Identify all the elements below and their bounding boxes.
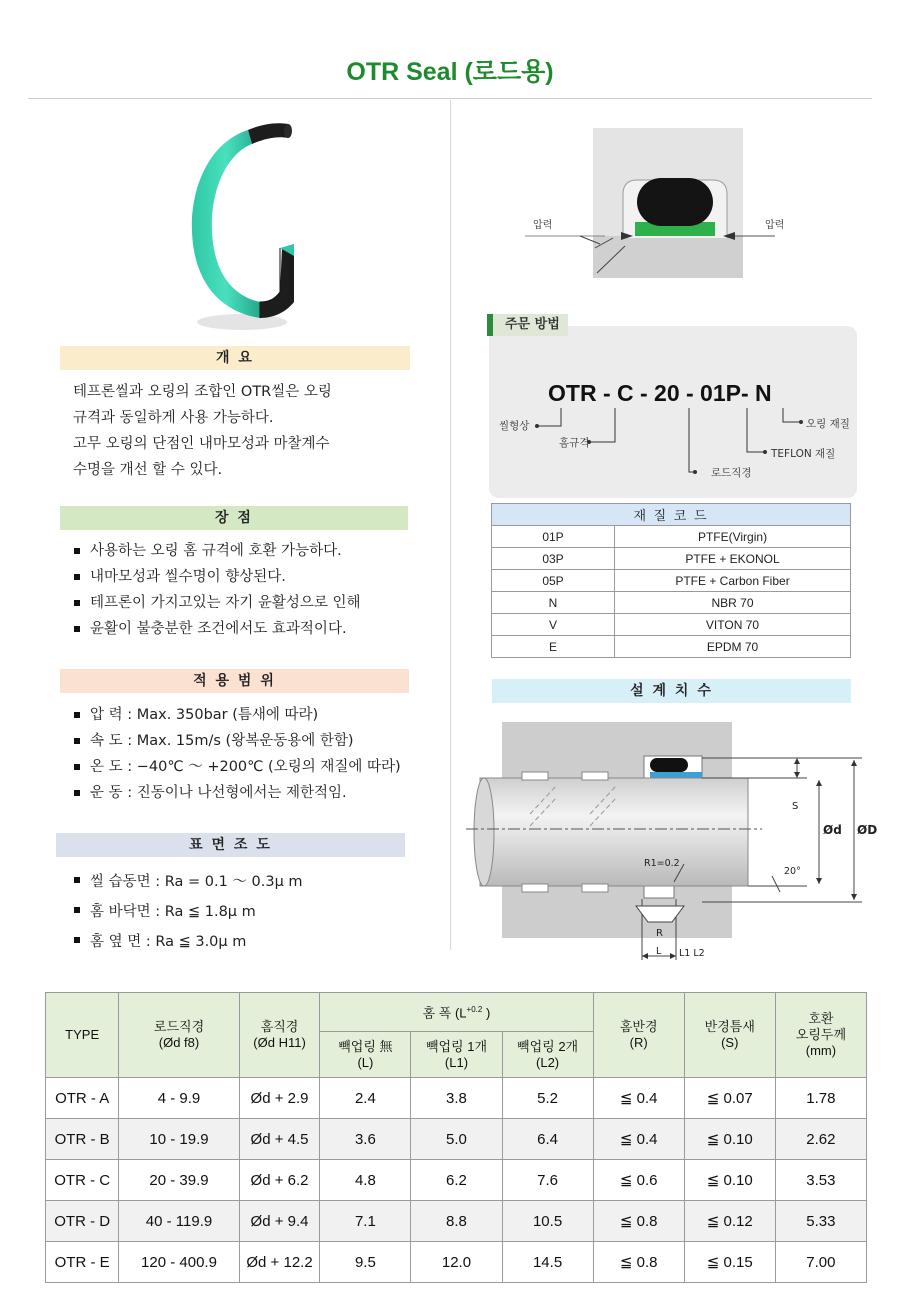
pressure-diagram: [525, 128, 815, 288]
table-row: V VITON 70: [492, 614, 851, 636]
application-heading: 적 용 범 위: [60, 669, 409, 693]
overview-line: 규격과 동일하게 사용 가능하다.: [73, 410, 274, 426]
overview-heading: 개 요: [60, 346, 410, 370]
title-divider: [28, 98, 872, 99]
order-leader-lines: [489, 326, 857, 498]
dim-label-r1: R1=0.2: [644, 858, 680, 869]
list-item: 씰 습동면 : Ra = 0.1 ～ 0.3μ m: [68, 867, 418, 897]
surface-heading: 표 면 조 도: [56, 833, 405, 857]
list-item: 운 동 : 진동이나 나선형에서는 제한적임.: [68, 780, 438, 806]
col-gap: 반경틈새 (S): [684, 993, 775, 1078]
column-divider: [450, 100, 451, 950]
list-item: 속 도 : Max. 15m/s (왕복운동용에 한함): [68, 728, 438, 754]
pressure-label-right: 압력: [765, 220, 785, 231]
table-row: OTR - A 4 - 9.9 Ød + 2.9 2.4 3.8 5.2 ≦ 0.4 ≦ 0.07 1.78: [46, 1078, 867, 1119]
col-rod: 로드직경 (Ød f8): [119, 993, 239, 1078]
table-row: 05P PTFE + Carbon Fiber: [492, 570, 851, 592]
design-diagram: [462, 714, 882, 972]
design-heading: 설 계 치 수: [492, 679, 851, 703]
list-item: 사용하는 오링 홈 규격에 호환 가능하다.: [68, 538, 418, 564]
list-item-continued: 윤활이 불충분한 조건에서도 효과적이다.: [90, 621, 347, 637]
table-row: E EPDM 70: [492, 636, 851, 658]
col-groove: 홈직경 (Ød H11): [239, 993, 320, 1078]
overview-line: 테프론씰과 오링의 조합인 OTR씰은 오링: [73, 384, 332, 400]
advantages-heading: 장 점: [60, 506, 408, 530]
list-item: 내마모성과 씰수명이 향상된다.: [68, 564, 418, 590]
table-row: OTR - C 20 - 39.9 Ød + 6.2 4.8 6.2 7.6 ≦ 0.6 ≦ 0.10 3.53: [46, 1160, 867, 1201]
list-item: 홈 옆 면 : Ra ≦ 3.0μ m: [68, 927, 418, 957]
col-type: TYPE: [46, 993, 119, 1078]
order-tag: 주문 방법: [487, 314, 568, 336]
order-code: OTR - C - 20 - 01P- N: [548, 380, 772, 406]
dim-label-s: S: [792, 801, 799, 812]
seal-ring-image: [170, 112, 310, 337]
order-label-groove: 홈규격: [559, 437, 590, 449]
table-row: OTR - E 120 - 400.9 Ød + 12.2 9.5 12.0 14.5 ≦ 0.8 ≦ 0.15 7.00: [46, 1242, 867, 1283]
application-list: [68, 702, 438, 806]
dim-label-D: ØD: [857, 823, 878, 837]
col-w1: 빽업링 1개 (L1): [411, 1032, 502, 1078]
order-label-shape: 씰형상: [499, 420, 530, 432]
table-row: 01P PTFE(Virgin): [492, 526, 851, 548]
list-item: 압 력 : Max. 350bar (틈새에 따라): [68, 702, 438, 728]
overview-line: 고무 오링의 단점인 내마모성과 마찰계수: [73, 436, 330, 452]
dimension-table: [45, 992, 867, 1283]
order-label-rod: 로드직경: [711, 467, 752, 479]
col-w0: 빽업링 無 (L): [320, 1032, 411, 1078]
page-title: OTR Seal (로드용): [346, 58, 554, 86]
overview-line: 수명을 개선 할 수 있다.: [73, 462, 223, 478]
dim-label-angle: 20°: [784, 866, 801, 877]
dim-label-r: R: [656, 928, 663, 939]
material-table: [491, 503, 851, 658]
material-table-heading: 재 질 코 드: [492, 504, 851, 526]
col-oring: 호환 오링두께 (mm): [775, 993, 866, 1078]
surface-list: [68, 867, 418, 957]
col-width: 홈 폭 ($L^{+0.2}$ ): [320, 993, 593, 1032]
list-item: 홈 바닥면 : Ra ≦ 1.8μ m: [68, 897, 418, 927]
table-row: OTR - B 10 - 19.9 Ød + 4.5 3.6 5.0 6.4 ≦ 0.4 ≦ 0.10 2.62: [46, 1119, 867, 1160]
list-item: [68, 616, 418, 642]
dim-label-l1l2: L1 L2: [679, 948, 705, 959]
col-radius: 홈반경 (R): [593, 993, 684, 1078]
col-w2: 빽업링 2개 (L2): [502, 1032, 593, 1078]
table-row: 03P PTFE + EKONOL: [492, 548, 851, 570]
table-row: OTR - D 40 - 119.9 Ød + 9.4 7.1 8.8 10.5 ≦ 0.8 ≦ 0.12 5.33: [46, 1201, 867, 1242]
pressure-label-left: 압력: [533, 220, 553, 231]
list-item: 테프론이 가지고있는 자기 윤활성으로 인해: [68, 590, 418, 616]
advantages-list: [68, 538, 418, 642]
overview-text: [73, 379, 413, 483]
dim-label-d: Ød: [823, 823, 842, 837]
order-label-teflon: TEFLON 재질: [771, 448, 836, 460]
table-row: N NBR 70: [492, 592, 851, 614]
list-item: 온 도 : −40℃ ～ +200℃ (오링의 재질에 따라): [68, 754, 438, 780]
dim-label-l: L: [656, 946, 662, 957]
order-label-oring: 오링 재질: [806, 418, 850, 430]
